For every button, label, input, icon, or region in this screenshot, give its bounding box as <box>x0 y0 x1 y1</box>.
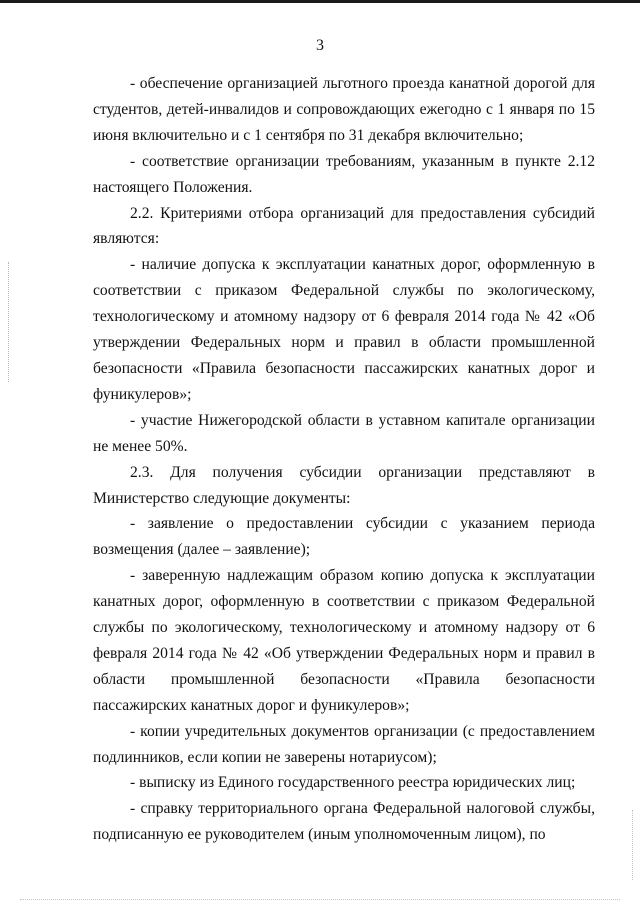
top-border-line <box>0 0 640 3</box>
scan-artifact-bottom <box>20 899 620 902</box>
paragraph-registry-extract: - выписку из Единого государственного реестра юридических лиц; <box>130 774 576 792</box>
page-number: 3 <box>316 37 324 54</box>
paragraph-tax-certificate: - справку территориального органа Федеральной налоговой службы, подписанную ее руководителем (иным уполномоченным лицом), по <box>93 800 595 844</box>
paragraph-founding-documents: - копии учредительных документов организации (с предоставлением подлинников, если копии не заверены нотариусом); <box>93 722 595 766</box>
paragraph-operating-permit: - наличие допуска к эксплуатации канатных дорог, оформленную в соответствии с приказом Федеральной службы по экологическому, технологическому и атомному надзору от 6 февраля 2014 года № 42 «Об утверждении Федеральных норм и правил в области промышленной безопасности «Правила безопасности пассажирских канатных дорог и фуникулеров»; <box>93 256 595 403</box>
scan-artifact-right <box>632 810 635 880</box>
paragraph-region-participation: - участие Нижегородской области в уставном капитале организации не менее 50%. <box>93 411 595 455</box>
paragraph-preferential-travel: - обеспечение организацией льготного проезда канатной дорогой для студентов, детей-инвалидов и сопровождающих ежегодно с 1 января по 15 июня включительно и с 1 сентября по 31 декабря включительно; <box>93 75 595 144</box>
paragraph-permit-copy: - заверенную надлежащим образом копию допуска к эксплуатации канатных дорог, оформленную в соответствии с приказом Федеральной службы по экологическому, технологическому и атомному надзору от 6 февраля 2014 года № 42 «Об утверждении Федеральных норм и правил в области промышленной безопасности «Правила безопасности пассажирских канатных дорог и фуникулеров»; <box>93 567 595 714</box>
paragraph-application: - заявление о предоставлении субсидии с указанием периода возмещения (далее – заявление); <box>93 515 595 559</box>
paragraph-section-2-2: 2.2. Критериями отбора организаций для предоставления субсидий являются: <box>93 204 595 248</box>
document-body <box>93 71 595 848</box>
paragraph-section-2-3: 2.3. Для получения субсидии организации представляют в Министерство следующие документы: <box>93 463 595 507</box>
paragraph-compliance-requirements: - соответствие организации требованиям, указанным в пункте 2.12 настоящего Положения. <box>93 152 595 196</box>
scan-artifact-left <box>8 262 11 382</box>
